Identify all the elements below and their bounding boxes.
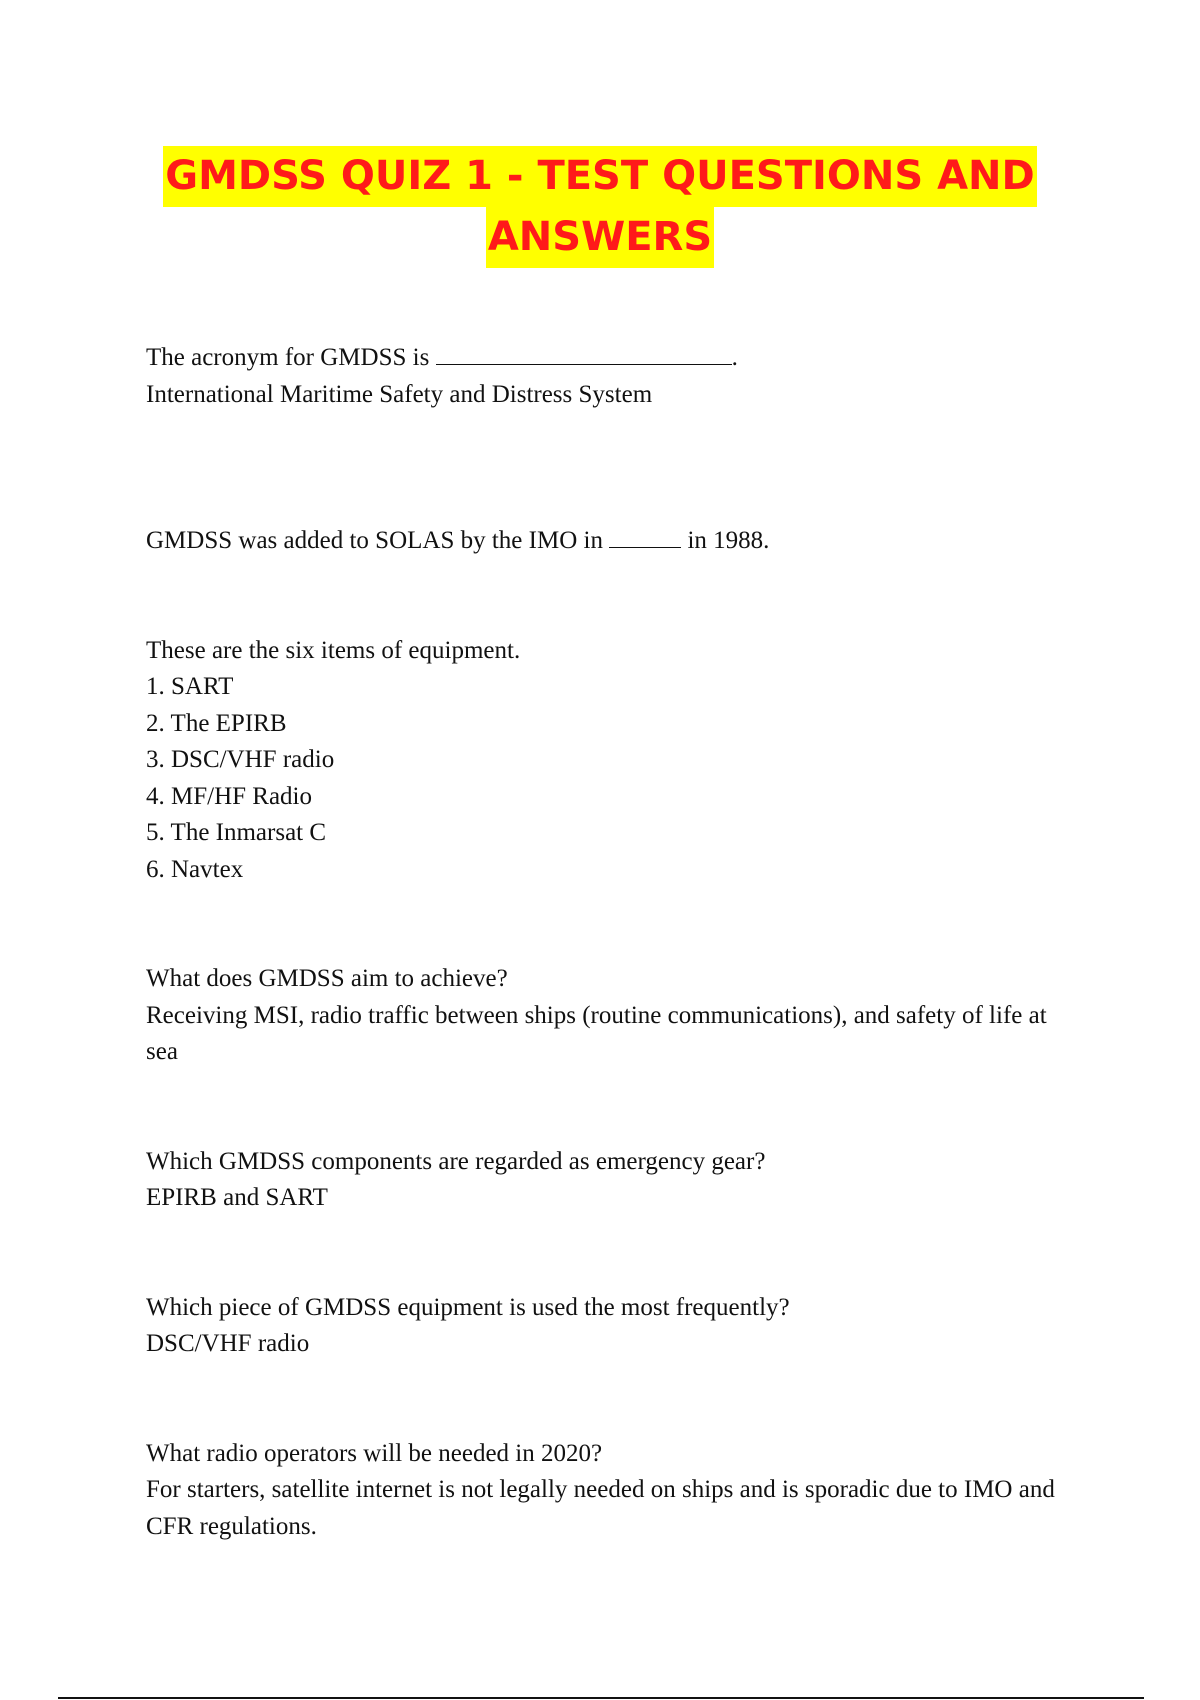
question-text [146,523,1066,560]
qa-item-1 [146,340,1066,413]
list-item: 2. The EPIRB [146,709,287,737]
qa-item-7 [146,1436,1066,1546]
answer-text: DSC/VHF radio [146,1330,310,1357]
fill-in-blank [609,525,681,548]
list-item: 1. SART [146,673,234,700]
question-text: What radio operators will be needed in 2020? [146,1439,603,1467]
list-item: 6. Navtex [146,855,244,883]
title-line-2: ANSWERS [486,207,714,268]
document-title [0,146,1200,268]
title-line-1: GMDSS QUIZ 1 - TEST QUESTIONS AND [163,146,1036,207]
quiz-content [146,340,1066,1545]
qa-item-4 [146,961,1066,1071]
question-text: Which piece of GMDSS equipment is used the most frequently? [146,1293,790,1321]
answer-text: International Maritime Safety and Distress System [146,380,653,408]
list-item: 5. The Inmarsat C [146,819,327,846]
qa-item-5 [146,1144,1066,1217]
list-item: 3. DSC/VHF radio [146,746,335,773]
question-text-start: The acronym for GMDSS is [146,344,436,371]
question-text: What does GMDSS aim to achieve? [146,965,508,992]
question-text [146,340,1066,377]
qa-item-3 [146,633,1066,889]
qa-item-2 [146,523,1066,560]
question-text: These are the six items of equipment. [146,636,521,664]
answer-text: Receiving MSI, radio traffic between ships (routine communications), and safety of life at sea [146,1001,1047,1065]
question-text-end: . [731,344,738,371]
fill-in-blank [436,342,732,365]
answer-text: EPIRB and SART [146,1184,328,1211]
question-text-start: GMDSS was added to SOLAS by the IMO in [146,527,610,554]
answer-text: For starters, satellite internet is not legally needed on ships and is sporadic due to IMO and CFR regulations. [146,1476,1055,1540]
page-bottom-divider [58,1697,1144,1699]
list-item: 4. MF/HF Radio [146,782,313,810]
question-text-end: in 1988. [681,527,770,554]
question-text: Which GMDSS components are regarded as emergency gear? [146,1147,766,1175]
qa-item-6 [146,1290,1066,1363]
